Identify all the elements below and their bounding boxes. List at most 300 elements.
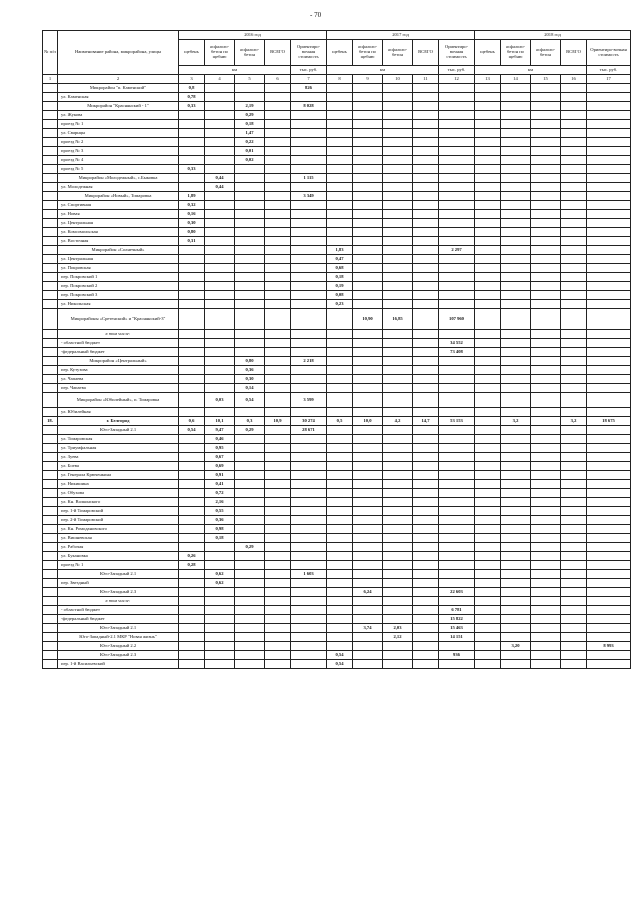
value-cell-col-10 (383, 660, 413, 669)
value-cell-col-8 (327, 597, 353, 606)
value-cell-col-14 (501, 543, 531, 552)
row-name: ул. Вишневская (58, 534, 179, 543)
value-cell-col-10 (383, 237, 413, 246)
value-cell-col-12: 73 408 (439, 348, 475, 357)
value-cell-col-15 (531, 444, 561, 453)
value-cell-col-12 (439, 552, 475, 561)
value-cell-col-13 (475, 615, 501, 624)
value-cell-col-11 (413, 579, 439, 588)
value-cell-col-11 (413, 348, 439, 357)
value-cell-col-11 (413, 84, 439, 93)
value-cell-col-5 (235, 93, 265, 102)
value-cell-col-9 (353, 570, 383, 579)
value-cell-col-8 (327, 570, 353, 579)
value-cell-col-4 (205, 282, 235, 291)
value-cell-col-13 (475, 183, 501, 192)
value-cell-col-16 (561, 183, 587, 192)
value-cell-col-3 (179, 330, 205, 339)
column-number-cell: 1 (43, 75, 58, 84)
value-cell-col-7 (291, 237, 327, 246)
value-cell-col-6 (265, 219, 291, 228)
value-cell-col-17 (587, 489, 631, 498)
value-cell-col-12 (439, 273, 475, 282)
column-number-cell: 9 (353, 75, 383, 84)
value-cell-col-11 (413, 174, 439, 183)
value-cell-col-5 (235, 516, 265, 525)
value-cell-col-4 (205, 375, 235, 384)
value-cell-col-3: 0,8 (179, 84, 205, 93)
value-cell-col-9 (353, 561, 383, 570)
value-cell-col-13 (475, 357, 501, 366)
value-cell-col-3: 0,80 (179, 228, 205, 237)
sub-cost: Ориентиро-вочная стоимость (439, 40, 475, 66)
value-cell-col-9 (353, 366, 383, 375)
table-row (43, 219, 631, 228)
value-cell-col-15 (531, 606, 561, 615)
value-cell-col-3 (179, 543, 205, 552)
row-name: ул. Жукова (58, 111, 179, 120)
value-cell-col-10 (383, 408, 413, 417)
value-cell-col-4 (205, 651, 235, 660)
row-number (43, 444, 58, 453)
value-cell-col-7 (291, 183, 327, 192)
value-cell-col-8 (327, 138, 353, 147)
value-cell-col-10 (383, 120, 413, 129)
value-cell-col-12 (439, 642, 475, 651)
value-cell-col-10 (383, 273, 413, 282)
value-cell-col-12 (439, 525, 475, 534)
value-cell-col-9 (353, 138, 383, 147)
value-cell-col-10 (383, 348, 413, 357)
value-cell-col-17 (587, 111, 631, 120)
value-cell-col-15 (531, 300, 561, 309)
value-cell-col-15 (531, 498, 561, 507)
row-number (43, 507, 58, 516)
value-cell-col-10 (383, 300, 413, 309)
value-cell-col-3 (179, 246, 205, 255)
value-cell-col-5 (235, 660, 265, 669)
value-cell-col-11 (413, 426, 439, 435)
value-cell-col-16 (561, 498, 587, 507)
row-name: пер. 1-й Томаровский (58, 507, 179, 516)
value-cell-col-9 (353, 642, 383, 651)
value-cell-col-3 (179, 375, 205, 384)
value-cell-col-8 (327, 147, 353, 156)
value-cell-col-8 (327, 348, 353, 357)
value-cell-col-7: 28 671 (291, 426, 327, 435)
value-cell-col-6 (265, 111, 291, 120)
value-cell-col-5 (235, 291, 265, 300)
value-cell-col-11 (413, 624, 439, 633)
value-cell-col-5: 0,29 (235, 543, 265, 552)
value-cell-col-15 (531, 435, 561, 444)
value-cell-col-7 (291, 633, 327, 642)
value-cell-col-8 (327, 516, 353, 525)
value-cell-col-15 (531, 597, 561, 606)
value-cell-col-11 (413, 435, 439, 444)
row-number: 18. (43, 417, 58, 426)
table-row (43, 417, 631, 426)
value-cell-col-8 (327, 93, 353, 102)
value-cell-col-9 (353, 102, 383, 111)
value-cell-col-11 (413, 642, 439, 651)
value-cell-col-6 (265, 543, 291, 552)
value-cell-col-17: 8 993 (587, 642, 631, 651)
sub-asphalt-on-gravel: асфальто-бетон по щебню (353, 40, 383, 66)
table-row (43, 228, 631, 237)
value-cell-col-10 (383, 147, 413, 156)
value-cell-col-14 (501, 165, 531, 174)
value-cell-col-15 (531, 534, 561, 543)
table-row (43, 615, 631, 624)
value-cell-col-17 (587, 138, 631, 147)
value-cell-col-6 (265, 147, 291, 156)
value-cell-col-15 (531, 507, 561, 516)
value-cell-col-15 (531, 201, 561, 210)
value-cell-col-11 (413, 408, 439, 417)
value-cell-col-8 (327, 111, 353, 120)
table-row (43, 282, 631, 291)
value-cell-col-7: 3 599 (291, 393, 327, 408)
table-row (43, 507, 631, 516)
value-cell-col-4 (205, 129, 235, 138)
value-cell-col-4: 2,16 (205, 498, 235, 507)
row-number (43, 201, 58, 210)
value-cell-col-16 (561, 651, 587, 660)
value-cell-col-17 (587, 615, 631, 624)
value-cell-col-12: 936 (439, 651, 475, 660)
value-cell-col-12: 107 960 (439, 309, 475, 330)
value-cell-col-6 (265, 384, 291, 393)
value-cell-col-17 (587, 273, 631, 282)
value-cell-col-13 (475, 417, 501, 426)
table-row (43, 192, 631, 201)
value-cell-col-3: 0,16 (179, 210, 205, 219)
value-cell-col-5: 2,19 (235, 102, 265, 111)
value-cell-col-13 (475, 462, 501, 471)
value-cell-col-3: 0,33 (179, 102, 205, 111)
value-cell-col-16 (561, 246, 587, 255)
row-name: -федеральный бюджет (58, 615, 179, 624)
value-cell-col-3 (179, 642, 205, 651)
value-cell-col-8 (327, 489, 353, 498)
value-cell-col-15 (531, 282, 561, 291)
value-cell-col-15 (531, 348, 561, 357)
table-row (43, 156, 631, 165)
value-cell-col-4 (205, 102, 235, 111)
value-cell-col-8: 0,68 (327, 264, 353, 273)
value-cell-col-12: 14 151 (439, 633, 475, 642)
value-cell-col-12 (439, 408, 475, 417)
value-cell-col-13 (475, 300, 501, 309)
value-cell-col-5 (235, 525, 265, 534)
value-cell-col-15 (531, 339, 561, 348)
value-cell-col-4 (205, 348, 235, 357)
value-cell-col-16 (561, 534, 587, 543)
row-name: Юго-Западный 2.2 (58, 642, 179, 651)
value-cell-col-4 (205, 408, 235, 417)
row-number (43, 588, 58, 597)
value-cell-col-11 (413, 453, 439, 462)
row-name: Юго-Западный-2.1 МКР "Новая жизнь" (58, 633, 179, 642)
value-cell-col-6 (265, 348, 291, 357)
value-cell-col-15 (531, 291, 561, 300)
value-cell-col-7 (291, 534, 327, 543)
value-cell-col-5 (235, 264, 265, 273)
value-cell-col-11 (413, 489, 439, 498)
value-cell-col-6 (265, 516, 291, 525)
value-cell-col-6 (265, 309, 291, 330)
table-row (43, 129, 631, 138)
value-cell-col-10: 2,03 (383, 624, 413, 633)
value-cell-col-14 (501, 129, 531, 138)
value-cell-col-11 (413, 480, 439, 489)
column-number-cell: 16 (561, 75, 587, 84)
row-name: ул. Букановка (58, 552, 179, 561)
value-cell-col-9 (353, 129, 383, 138)
value-cell-col-17 (587, 264, 631, 273)
value-cell-col-5 (235, 192, 265, 201)
value-cell-col-11 (413, 183, 439, 192)
unit-km: км (475, 66, 587, 75)
value-cell-col-3 (179, 339, 205, 348)
value-cell-col-14 (501, 651, 531, 660)
value-cell-col-16 (561, 660, 587, 669)
value-cell-col-15 (531, 219, 561, 228)
value-cell-col-15 (531, 543, 561, 552)
value-cell-col-12 (439, 384, 475, 393)
value-cell-col-7 (291, 366, 327, 375)
value-cell-col-8 (327, 339, 353, 348)
value-cell-col-10 (383, 393, 413, 408)
table-row (43, 237, 631, 246)
value-cell-col-12 (439, 579, 475, 588)
value-cell-col-3: 0,30 (179, 219, 205, 228)
table-row (43, 309, 631, 330)
value-cell-col-13 (475, 453, 501, 462)
value-cell-col-5 (235, 435, 265, 444)
value-cell-col-5 (235, 651, 265, 660)
value-cell-col-6 (265, 102, 291, 111)
value-cell-col-13 (475, 426, 501, 435)
value-cell-col-6 (265, 480, 291, 489)
sub-asphalt-on-gravel: асфальто-бетон по щебню (501, 40, 531, 66)
row-number (43, 84, 58, 93)
value-cell-col-9 (353, 552, 383, 561)
value-cell-col-4 (205, 228, 235, 237)
value-cell-col-6 (265, 264, 291, 273)
value-cell-col-5 (235, 453, 265, 462)
value-cell-col-11 (413, 138, 439, 147)
value-cell-col-4: 0,62 (205, 579, 235, 588)
value-cell-col-8 (327, 471, 353, 480)
value-cell-col-15 (531, 273, 561, 282)
value-cell-col-12 (439, 291, 475, 300)
value-cell-col-6 (265, 651, 291, 660)
value-cell-col-9 (353, 543, 383, 552)
value-cell-col-12 (439, 435, 475, 444)
row-name: проезд № 4 (58, 156, 179, 165)
value-cell-col-7 (291, 444, 327, 453)
value-cell-col-7 (291, 111, 327, 120)
value-cell-col-3 (179, 291, 205, 300)
value-cell-col-12 (439, 264, 475, 273)
value-cell-col-17 (587, 309, 631, 330)
value-cell-col-13 (475, 237, 501, 246)
row-number (43, 642, 58, 651)
value-cell-col-17 (587, 201, 631, 210)
value-cell-col-10 (383, 165, 413, 174)
sub-asphalt: асфальто-бетон (383, 40, 413, 66)
value-cell-col-9 (353, 498, 383, 507)
value-cell-col-14 (501, 660, 531, 669)
table-row (43, 84, 631, 93)
value-cell-col-10: 16,85 (383, 309, 413, 330)
value-cell-col-14 (501, 606, 531, 615)
value-cell-col-13 (475, 588, 501, 597)
value-cell-col-14 (501, 282, 531, 291)
value-cell-col-3 (179, 489, 205, 498)
value-cell-col-11 (413, 651, 439, 660)
value-cell-col-15 (531, 192, 561, 201)
column-number-cell: 4 (205, 75, 235, 84)
value-cell-col-8 (327, 393, 353, 408)
value-cell-col-14 (501, 84, 531, 93)
value-cell-col-9 (353, 471, 383, 480)
table-row (43, 138, 631, 147)
value-cell-col-13 (475, 435, 501, 444)
value-cell-col-16 (561, 237, 587, 246)
value-cell-col-4 (205, 255, 235, 264)
value-cell-col-15 (531, 615, 561, 624)
value-cell-col-16 (561, 111, 587, 120)
value-cell-col-6 (265, 453, 291, 462)
value-cell-col-10 (383, 219, 413, 228)
value-cell-col-5 (235, 228, 265, 237)
table-row (43, 408, 631, 417)
value-cell-col-6 (265, 498, 291, 507)
row-number (43, 165, 58, 174)
value-cell-col-15 (531, 246, 561, 255)
value-cell-col-5 (235, 480, 265, 489)
value-cell-col-10 (383, 552, 413, 561)
row-name: ул. Никольская (58, 300, 179, 309)
column-number-cell: 15 (531, 75, 561, 84)
value-cell-col-8 (327, 237, 353, 246)
value-cell-col-17 (587, 660, 631, 669)
row-name: проезд № 1 (58, 561, 179, 570)
value-cell-col-17 (587, 291, 631, 300)
value-cell-col-12 (439, 534, 475, 543)
column-number-cell: 11 (413, 75, 439, 84)
value-cell-col-11 (413, 597, 439, 606)
table-row (43, 525, 631, 534)
value-cell-col-9 (353, 384, 383, 393)
value-cell-col-11 (413, 588, 439, 597)
value-cell-col-5 (235, 219, 265, 228)
value-cell-col-6 (265, 156, 291, 165)
value-cell-col-13 (475, 606, 501, 615)
value-cell-col-13 (475, 330, 501, 339)
value-cell-col-7 (291, 147, 327, 156)
value-cell-col-13 (475, 534, 501, 543)
value-cell-col-13 (475, 255, 501, 264)
value-cell-col-15 (531, 462, 561, 471)
value-cell-col-13 (475, 192, 501, 201)
value-cell-col-8 (327, 507, 353, 516)
value-cell-col-13 (475, 147, 501, 156)
value-cell-col-10 (383, 174, 413, 183)
table-row (43, 543, 631, 552)
value-cell-col-16 (561, 201, 587, 210)
value-cell-col-17 (587, 444, 631, 453)
value-cell-col-13 (475, 120, 501, 129)
value-cell-col-6 (265, 606, 291, 615)
table-row (43, 393, 631, 408)
value-cell-col-12 (439, 498, 475, 507)
value-cell-col-13 (475, 282, 501, 291)
value-cell-col-7 (291, 291, 327, 300)
row-number (43, 228, 58, 237)
value-cell-col-3: 0,28 (179, 561, 205, 570)
table-row (43, 165, 631, 174)
value-cell-col-12: 15 463 (439, 624, 475, 633)
row-name: проезд № 1 (58, 120, 179, 129)
value-cell-col-7 (291, 651, 327, 660)
value-cell-col-16 (561, 507, 587, 516)
value-cell-col-14 (501, 246, 531, 255)
value-cell-col-4 (205, 84, 235, 93)
sub-cost: Ориентиро-вочная стоимость (291, 40, 327, 66)
row-number (43, 471, 58, 480)
value-cell-col-12 (439, 561, 475, 570)
value-cell-col-5: 0,18 (235, 120, 265, 129)
column-number-cell: 2 (58, 75, 179, 84)
value-cell-col-16 (561, 579, 587, 588)
value-cell-col-15 (531, 120, 561, 129)
value-cell-col-4 (205, 156, 235, 165)
value-cell-col-11 (413, 102, 439, 111)
value-cell-col-15 (531, 156, 561, 165)
value-cell-col-4 (205, 339, 235, 348)
value-cell-col-9 (353, 156, 383, 165)
value-cell-col-13 (475, 543, 501, 552)
value-cell-col-9 (353, 348, 383, 357)
value-cell-col-5 (235, 201, 265, 210)
value-cell-col-7 (291, 129, 327, 138)
value-cell-col-5 (235, 282, 265, 291)
value-cell-col-10 (383, 480, 413, 489)
value-cell-col-5 (235, 237, 265, 246)
value-cell-col-5 (235, 165, 265, 174)
row-number (43, 111, 58, 120)
value-cell-col-14 (501, 366, 531, 375)
value-cell-col-13 (475, 375, 501, 384)
value-cell-col-6 (265, 84, 291, 93)
table-row (43, 498, 631, 507)
value-cell-col-10 (383, 366, 413, 375)
value-cell-col-12 (439, 120, 475, 129)
column-numbers-row (43, 75, 631, 84)
value-cell-col-14 (501, 471, 531, 480)
value-cell-col-8 (327, 561, 353, 570)
value-cell-col-12 (439, 366, 475, 375)
unit-cost: тыс. руб. (587, 66, 631, 75)
value-cell-col-4 (205, 309, 235, 330)
value-cell-col-17 (587, 237, 631, 246)
value-cell-col-12: 15 822 (439, 615, 475, 624)
value-cell-col-8: 0,23 (327, 300, 353, 309)
